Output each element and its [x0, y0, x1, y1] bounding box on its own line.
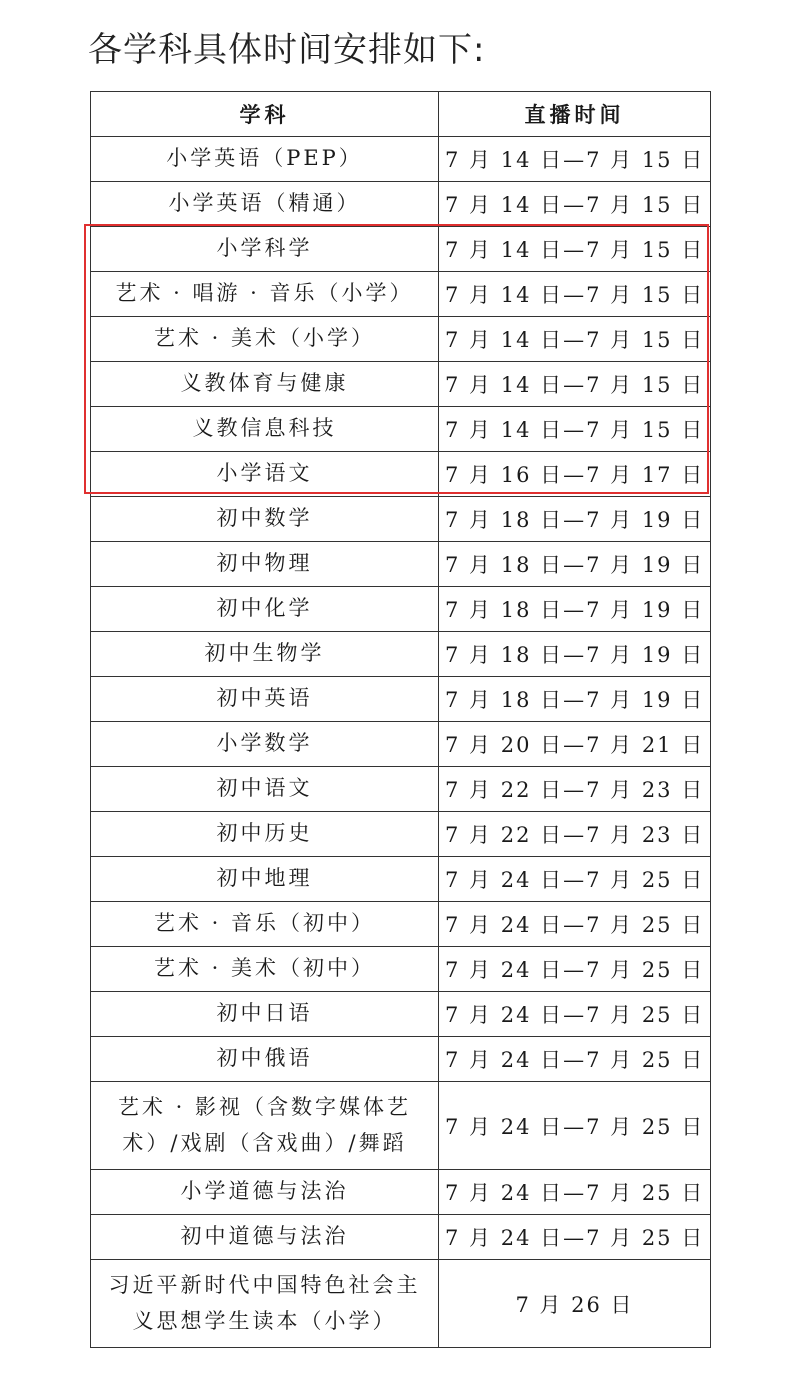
table-row	[91, 1037, 711, 1082]
time-cell: 7 月 14 日—7 月 15 日	[439, 407, 711, 452]
time-cell: 7 月 24 日—7 月 25 日	[439, 1082, 711, 1170]
subject-cell: 初中物理	[91, 542, 439, 587]
subject-cell: 初中生物学	[91, 632, 439, 677]
table-row	[91, 677, 711, 722]
table-row	[91, 992, 711, 1037]
subject-cell: 小学科学	[91, 227, 439, 272]
time-cell: 7 月 14 日—7 月 15 日	[439, 137, 711, 182]
subject-cell: 初中数学	[91, 497, 439, 542]
table-row	[91, 497, 711, 542]
table-row	[91, 857, 711, 902]
subject-cell: 初中语文	[91, 767, 439, 812]
table-row	[91, 452, 711, 497]
time-cell: 7 月 24 日—7 月 25 日	[439, 1037, 711, 1082]
time-cell: 7 月 24 日—7 月 25 日	[439, 857, 711, 902]
time-cell: 7 月 18 日—7 月 19 日	[439, 542, 711, 587]
time-cell: 7 月 14 日—7 月 15 日	[439, 272, 711, 317]
time-cell: 7 月 24 日—7 月 25 日	[439, 902, 711, 947]
subject-cell: 艺术 · 影视（含数字媒体艺术）/戏剧（含戏曲）/舞蹈	[91, 1082, 439, 1170]
table-row	[91, 137, 711, 182]
schedule-table	[90, 91, 711, 1348]
subject-cell: 初中地理	[91, 857, 439, 902]
table-row	[91, 1170, 711, 1215]
time-cell: 7 月 24 日—7 月 25 日	[439, 1170, 711, 1215]
table-row	[91, 767, 711, 812]
subject-cell: 小学语文	[91, 452, 439, 497]
table-row	[91, 1215, 711, 1260]
table-row	[91, 1260, 711, 1348]
subject-cell: 艺术 · 美术（小学）	[91, 317, 439, 362]
subject-cell: 初中道德与法治	[91, 1215, 439, 1260]
subject-cell: 初中英语	[91, 677, 439, 722]
time-cell: 7 月 22 日—7 月 23 日	[439, 767, 711, 812]
table-row	[91, 587, 711, 632]
table-row	[91, 542, 711, 587]
page-heading: 各学科具体时间安排如下:	[88, 30, 486, 70]
table-row	[91, 182, 711, 227]
table-row	[91, 812, 711, 857]
subject-cell: 艺术 · 音乐（初中）	[91, 902, 439, 947]
time-cell: 7 月 20 日—7 月 21 日	[439, 722, 711, 767]
subject-cell: 艺术 · 美术（初中）	[91, 947, 439, 992]
table-row	[91, 317, 711, 362]
time-cell: 7 月 14 日—7 月 15 日	[439, 362, 711, 407]
table-row	[91, 407, 711, 452]
subject-cell: 初中历史	[91, 812, 439, 857]
table-row	[91, 947, 711, 992]
time-cell: 7 月 24 日—7 月 25 日	[439, 947, 711, 992]
subject-cell: 艺术 · 唱游 · 音乐（小学）	[91, 272, 439, 317]
subject-cell: 初中俄语	[91, 1037, 439, 1082]
time-cell: 7 月 22 日—7 月 23 日	[439, 812, 711, 857]
table-row	[91, 227, 711, 272]
table-header-row	[91, 92, 711, 137]
table-row	[91, 632, 711, 677]
subject-cell: 初中化学	[91, 587, 439, 632]
subject-cell: 小学英语（PEP）	[91, 137, 439, 182]
time-cell: 7 月 14 日—7 月 15 日	[439, 317, 711, 362]
time-cell: 7 月 26 日	[439, 1260, 711, 1348]
subject-cell: 小学道德与法治	[91, 1170, 439, 1215]
table-row	[91, 362, 711, 407]
subject-cell: 义教体育与健康	[91, 362, 439, 407]
time-cell: 7 月 24 日—7 月 25 日	[439, 1215, 711, 1260]
time-cell: 7 月 14 日—7 月 15 日	[439, 182, 711, 227]
header-broadcast-time: 直播时间	[439, 92, 711, 137]
time-cell: 7 月 18 日—7 月 19 日	[439, 587, 711, 632]
time-cell: 7 月 18 日—7 月 19 日	[439, 497, 711, 542]
time-cell: 7 月 24 日—7 月 25 日	[439, 992, 711, 1037]
subject-cell: 初中日语	[91, 992, 439, 1037]
time-cell: 7 月 14 日—7 月 15 日	[439, 227, 711, 272]
table-row	[91, 902, 711, 947]
subject-cell: 小学英语（精通）	[91, 182, 439, 227]
time-cell: 7 月 16 日—7 月 17 日	[439, 452, 711, 497]
table-row	[91, 272, 711, 317]
table-row	[91, 1082, 711, 1170]
time-cell: 7 月 18 日—7 月 19 日	[439, 677, 711, 722]
subject-cell: 义教信息科技	[91, 407, 439, 452]
header-subject: 学科	[91, 92, 439, 137]
subject-cell: 习近平新时代中国特色社会主义思想学生读本（小学）	[91, 1260, 439, 1348]
table-row	[91, 722, 711, 767]
subject-cell: 小学数学	[91, 722, 439, 767]
time-cell: 7 月 18 日—7 月 19 日	[439, 632, 711, 677]
